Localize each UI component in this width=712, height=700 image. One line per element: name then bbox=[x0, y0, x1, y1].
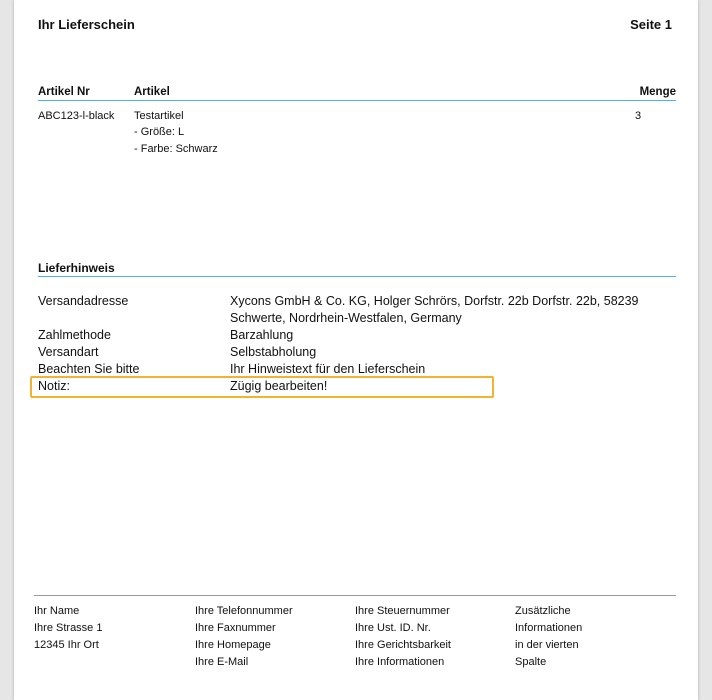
article-name-cell: Testartikel bbox=[134, 110, 184, 122]
article-no-cell: ABC123-l-black bbox=[38, 110, 115, 122]
footer-email: Ihre E-Mail bbox=[195, 656, 249, 668]
page-number: Seite 1 bbox=[630, 17, 672, 32]
footer-company-city: 12345 Ihr Ort bbox=[34, 639, 99, 651]
table-header-rule bbox=[38, 100, 676, 101]
footer-vat-id: Ihre Ust. ID. Nr. bbox=[355, 622, 431, 634]
footer-tax-number: Ihre Steuernummer bbox=[355, 605, 450, 617]
shipping-method-value: Selbstabholung bbox=[230, 345, 317, 359]
payment-method-label: Zahlmethode bbox=[38, 328, 111, 342]
footer-phone: Ihre Telefonnummer bbox=[195, 605, 293, 617]
footer-additional-line-1: Zusätzliche bbox=[515, 605, 571, 617]
footer-column-company bbox=[34, 603, 102, 654]
column-header-article-no: Artikel Nr bbox=[38, 86, 90, 98]
shipping-address-value: Xycons GmbH & Co. KG, Holger Schrörs, Dorfstr. 22b Dorfstr. 22b, 58239 Schwerte, Nordrhein-Westfalen, Germany bbox=[230, 294, 639, 325]
note-label: Notiz: bbox=[38, 379, 70, 393]
section-rule bbox=[38, 276, 676, 277]
column-header-quantity: Menge bbox=[639, 86, 676, 98]
document-title: Ihr Lieferschein bbox=[38, 17, 135, 32]
footer-additional-line-4: Spalte bbox=[515, 656, 547, 668]
article-option-color: - Farbe: Schwarz bbox=[134, 143, 218, 155]
footer-rule bbox=[34, 595, 676, 596]
quantity-cell: 3 bbox=[635, 110, 642, 122]
footer-information: Ihre Informationen bbox=[355, 656, 445, 668]
please-note-label: Beachten Sie bitte bbox=[38, 362, 140, 376]
payment-method-value: Barzahlung bbox=[230, 328, 294, 342]
footer-additional-line-2: Informationen bbox=[515, 622, 583, 634]
footer-company-name: Ihr Name bbox=[34, 605, 80, 617]
shipping-address-label: Versandadresse bbox=[38, 294, 129, 308]
section-title-delivery-notes: Lieferhinweis bbox=[38, 261, 115, 275]
note-value: Zügig bearbeiten! bbox=[230, 379, 328, 393]
footer-column-contact bbox=[195, 603, 293, 671]
footer-company-street: Ihre Strasse 1 bbox=[34, 622, 103, 634]
please-note-value: Ihr Hinweistext für den Lieferschein bbox=[230, 362, 426, 376]
footer-homepage: Ihre Homepage bbox=[195, 639, 271, 651]
shipping-method-label: Versandart bbox=[38, 345, 99, 359]
column-header-article: Artikel bbox=[134, 86, 170, 98]
note-highlight-box bbox=[30, 376, 494, 398]
footer-fax: Ihre Faxnummer bbox=[195, 622, 276, 634]
footer-column-additional bbox=[515, 603, 582, 671]
footer-jurisdiction: Ihre Gerichtsbarkeit bbox=[355, 639, 451, 651]
footer-column-legal bbox=[355, 603, 451, 671]
delivery-note-page bbox=[14, 0, 698, 700]
footer-additional-line-3: in der vierten bbox=[515, 639, 579, 651]
article-option-size: - Größe: L bbox=[134, 126, 185, 138]
